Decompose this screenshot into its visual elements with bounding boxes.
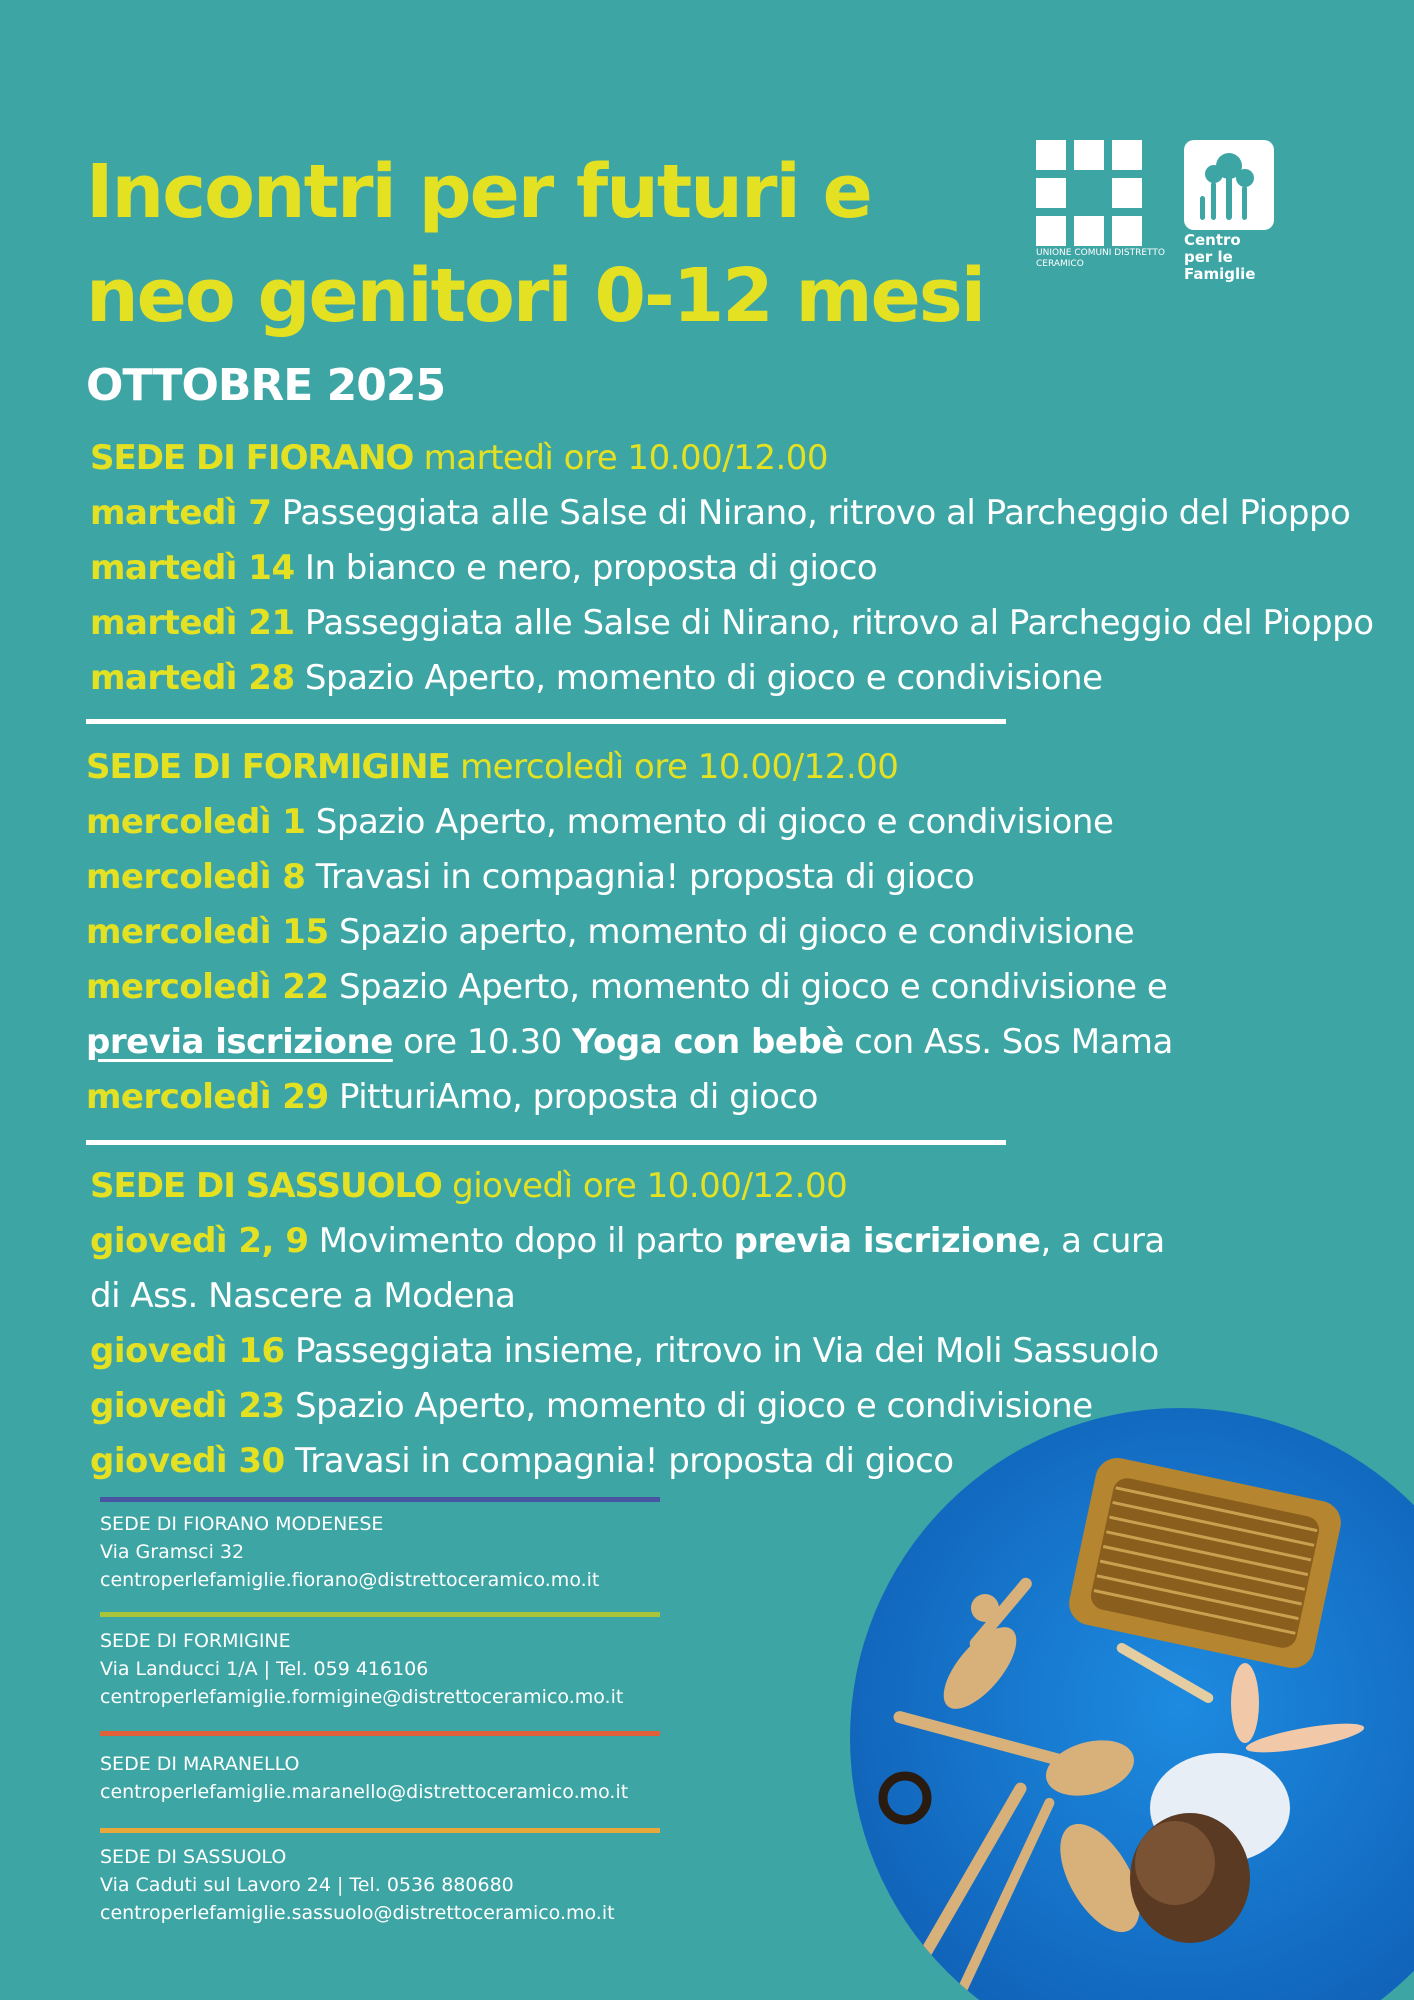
sassuolo-hours: giovedì ore 10.00/12.00 [452,1166,848,1206]
event-row [90,1215,1165,1267]
event-row [86,961,1167,1013]
signup-note: previa iscrizione [733,1221,1041,1261]
unione-logo-caption: UNIONE COMUNI DISTRETTO CERAMICO [1036,248,1165,269]
contact-email[interactable]: centroperlefamiglie.sassuolo@distrettoceramico.mo.it [100,1902,615,1924]
contact-email[interactable]: centroperlefamiglie.fiorano@distrettoceramico.mo.it [100,1569,600,1591]
formigine-hours: mercoledì ore 10.00/12.00 [460,747,899,787]
event-day: giovedì 2, 9 [90,1221,309,1261]
yoga-time: ore 10.30 [403,1022,562,1062]
fiorano-hours: martedì ore 10.00/12.00 [423,438,829,478]
contact-email[interactable]: centroperlefamiglie.formigine@distrettoceramico.mo.it [100,1686,624,1708]
event-row-cont: di Ass. Nascere a Modena [90,1276,516,1316]
formigine-heading [86,741,898,793]
event-row [86,906,1134,958]
contact-name: SEDE DI FORMIGINE [100,1630,291,1652]
title-line-1: Incontri per futuri e [86,149,871,235]
event-day: martedì 21 [90,603,295,643]
event-text: Spazio Aperto, momento di gioco e condivisione e [338,967,1168,1007]
event-row [90,542,877,594]
event-row [86,851,974,903]
event-text: PitturiAmo, proposta di gioco [338,1077,818,1117]
sassuolo-name: SEDE DI SASSUOLO [90,1166,442,1206]
month-heading: OTTOBRE 2025 [86,360,446,411]
event-row [90,1325,1159,1377]
contact-name: SEDE DI FIORANO MODENESE [100,1513,384,1535]
event-text: Travasi in compagnia! proposta di gioco [315,857,975,897]
contact-separator [100,1612,660,1617]
event-row [90,652,1103,704]
contact-address: Via Gramsci 32 [100,1541,245,1563]
formigine-name: SEDE DI FORMIGINE [86,747,450,787]
event-text: Passeggiata alle Salse di Nirano, ritrovo al Parcheggio del Pioppo [304,603,1374,643]
event-text: Spazio aperto, momento di gioco e condivisione [338,912,1135,952]
event-day: mercoledì 15 [86,912,329,952]
event-text-after: , a cura [1040,1221,1165,1261]
event-day: mercoledì 22 [86,967,329,1007]
contact-email[interactable]: centroperlefamiglie.maranello@distrettoceramico.mo.it [100,1781,629,1803]
contact-name: SEDE DI MARANELLO [100,1753,300,1775]
event-text: Passeggiata alle Salse di Nirano, ritrovo al Parcheggio del Pioppo [281,493,1351,533]
event-day: mercoledì 1 [86,802,306,842]
event-day: mercoledì 29 [86,1077,329,1117]
fiorano-name: SEDE DI FIORANO [90,438,414,478]
event-day: martedì 7 [90,493,272,533]
event-text: Movimento dopo il parto [318,1221,724,1261]
event-row [86,796,1113,848]
event-row [90,487,1350,539]
section-divider [86,1140,1006,1145]
event-text: In bianco e nero, proposta di gioco [304,548,878,588]
contact-address: Via Caduti sul Lavoro 24 | Tel. 0536 880680 [100,1874,514,1896]
contact-separator [100,1497,660,1502]
page-title [86,140,984,348]
unione-logo-icon [1036,140,1142,246]
contact-address: Via Landucci 1/A | Tel. 059 416106 [100,1658,429,1680]
signup-note: previa iscrizione [86,1022,393,1062]
event-day: martedì 14 [90,548,295,588]
event-text: Passeggiata insieme, ritrovo in Via dei Moli Sassuolo [295,1331,1159,1371]
event-text: Spazio Aperto, momento di gioco e condivisione [304,658,1103,698]
centro-famiglie-logo-icon [1184,140,1274,230]
yoga-with: con Ass. Sos Mama [854,1022,1173,1062]
contact-formigine [100,1627,623,1711]
yoga-name: Yoga con bebè [572,1022,844,1062]
contact-sassuolo [100,1843,615,1927]
logos [1036,140,1276,283]
event-day: martedì 28 [90,658,295,698]
event-day: giovedì 16 [90,1331,285,1371]
contact-separator [100,1828,660,1833]
event-text: Spazio Aperto, momento di gioco e condivisione [295,1386,1093,1426]
event-text: Travasi in compagnia! proposta di gioco [295,1441,954,1481]
section-divider [86,719,1006,724]
contact-separator [100,1731,660,1736]
event-row [90,597,1374,649]
event-text: Spazio Aperto, momento di gioco e condivisione [315,802,1114,842]
sassuolo-heading [90,1160,847,1212]
centro-famiglie-logo-caption: Centro per le Famiglie [1184,231,1256,283]
baby-photo [850,1408,1414,2000]
event-row [86,1071,818,1123]
event-day: giovedì 23 [90,1386,285,1426]
event-day: giovedì 30 [90,1441,285,1481]
event-day: mercoledì 8 [86,857,306,897]
event-row [90,1435,954,1487]
contact-fiorano [100,1510,599,1594]
fiorano-heading [90,432,828,484]
contact-name: SEDE DI SASSUOLO [100,1846,287,1868]
title-line-2: neo genitori 0-12 mesi [86,253,985,339]
yoga-row [86,1016,1173,1068]
contact-maranello [100,1750,628,1806]
